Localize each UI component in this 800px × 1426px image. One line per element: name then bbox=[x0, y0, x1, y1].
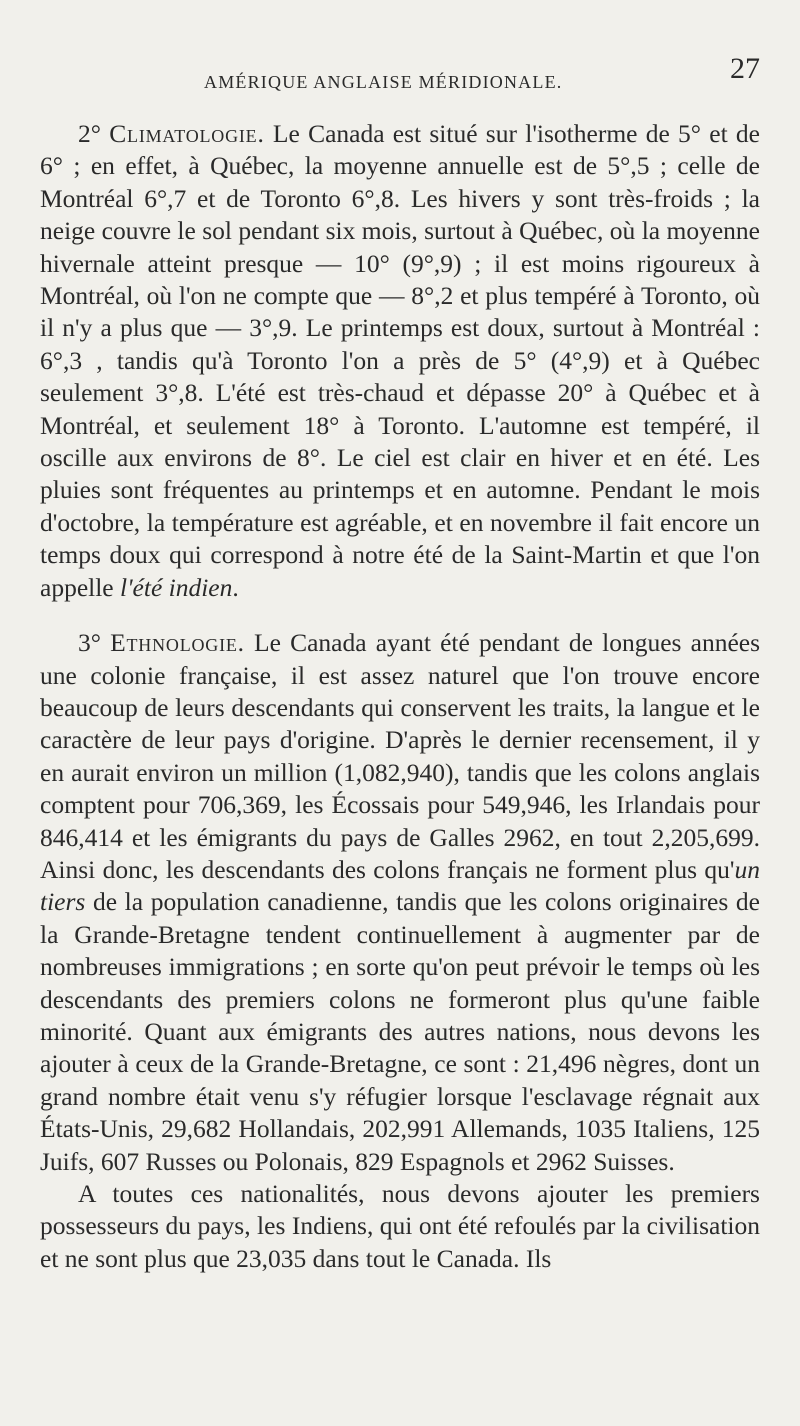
section-number: 2° bbox=[78, 119, 101, 148]
paragraph-text: . bbox=[232, 572, 239, 602]
page-number: 27 bbox=[730, 52, 760, 85]
paragraph-text: Le Canada est situé sur l'isotherme de 5° et de 6° ; en effet, à Québec, la moyenne annuelle est de 5°,5 ; celle de Montréal 6°,7 et de Toronto 6°,8. Les hivers y sont très-froids ; la neige couvre le sol pendant six mois, surtout à Québec, où la moyenne hivernale atteint presque — 10° (9°,9) ; il est moins rigoureux à Montréal, où l'on ne compte que — 8°,2 et plus tempéré à Toronto, où il n'y a plus que — 3°,9. Le printemps est doux, surtout à Montréal : 6°,3 , tandis qu'à Toronto l'on a près de 5° (4°,9) et à Québec seulement 3°,8. L'été est très-chaud et dépasse 20° à Québec et à Montréal, et seulement 18° à Toronto. L'automne est tempéré, il oscille aux environs de 8°. Le ciel est clair en hiver et en été. Les pluies sont fréquentes au printemps et en automne. Pendant le mois d'octobre, la température est agréable, et en novembre il fait encore un temps doux qui correspond à notre été de la Saint-Martin et que l'on appelle bbox=[40, 119, 761, 602]
paragraph-ethnologie bbox=[40, 627, 760, 1178]
section-number: 3° bbox=[78, 628, 101, 658]
emphasis-text: un tiers bbox=[40, 854, 760, 917]
emphasis-text: l'été indien bbox=[120, 572, 233, 602]
section-title: Climatologie. bbox=[109, 119, 265, 148]
body-text bbox=[40, 118, 760, 1275]
paragraph-climatologie bbox=[40, 118, 760, 604]
running-title: AMÉRIQUE ANGLAISE MÉRIDIONALE. bbox=[204, 72, 563, 92]
paragraph-text: de la population canadienne, tandis que les colons originaires de la Grande-Bretagne tendent continuellement à augmenter par de nombreuses immigrations ; en sorte qu'on peut prévoir le temps où les descendants des premiers colons ne formeront plus qu'une faible minorité. Quant aux émigrants des autres nations, nous devons les ajouter à ceux de la Grande-Bretagne, ce sont : 21,496 nègres, dont un grand nombre était venu s'y réfugier lorsque l'esclavage régnait aux États-Unis, 29,682 Hollandais, 202,991 Allemands, 1035 Italiens, 125 Juifs, 607 Russes ou Polonais, 829 Espagnols et 2962 Suisses. bbox=[40, 887, 760, 1176]
paragraph-closing: A toutes ces nationalités, nous devons ajouter les premiers possesseurs du pays, les Indiens, qui ont été refoulés par la civilisation et ne sont plus que 23,035 dans tout le Canada. Ils bbox=[40, 1179, 760, 1273]
section-title: Ethnologie. bbox=[110, 628, 245, 658]
paragraph-text: Le Canada ayant été pendant de longues années une colonie française, il est assez naturel que l'on trouve encore beaucoup de leurs descendants qui conservent les traits, la langue et le caractère de leur pays d'origine. D'après le dernier recensement, il y en aurait environ un million (1,082,940), tandis que les colons anglais comptent pour 706,369, les Écossais pour 549,946, les Irlandais pour 846,414 et les émigrants du pays de Galles 2962, en tout 2,205,699. Ainsi donc, les descendants des colons français ne forment plus qu' bbox=[40, 628, 760, 884]
